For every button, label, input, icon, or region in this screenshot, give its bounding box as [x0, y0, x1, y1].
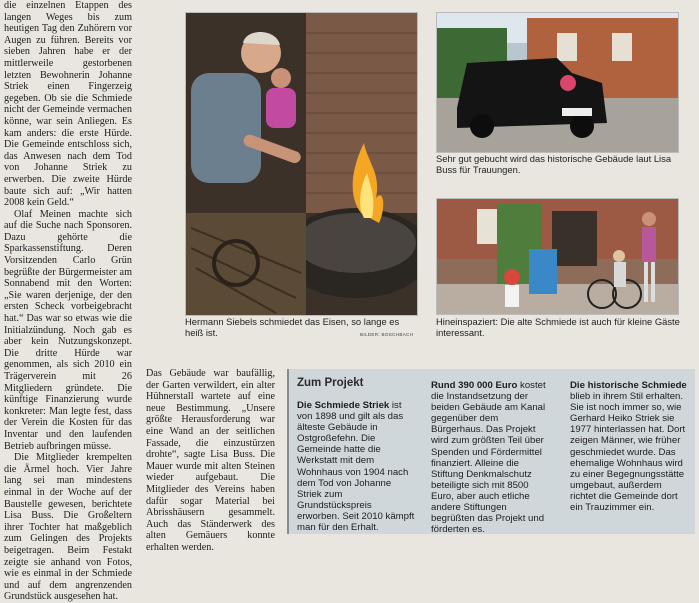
caption-children: Hineinspaziert: Die alte Schmiede ist auch für kleine Gäste interessant.	[436, 316, 680, 338]
box-c2-text: kostet die Instandsetzung der beiden Gebäude am Kanal gegenüber dem Bürgerhaus. Das Projekt wird zum größten Teil über Spenden und Fördermittel finanziert. Alleine die Stiftung Denkmalschutz beteiligte sich mit 8500 Euro, aber auch etliche andere Stiftungen begrüßten das Projekt und förderten es.	[431, 380, 546, 536]
box-c1-lead: Die Schmiede Striek	[297, 400, 390, 411]
caption-wedding-car: Sehr gut gebucht wird das historische Gebäude laut Lisa Buss für Trauungen.	[436, 153, 672, 175]
blacksmith-illustration	[186, 13, 417, 315]
photo-children	[436, 198, 679, 315]
photo-blacksmith	[185, 12, 418, 316]
info-box-column-1	[297, 400, 415, 533]
caption-blacksmith: Hermann Siebels schmiedet das Eisen, so lange es heiß ist.	[185, 316, 400, 338]
info-box-title: Zum Projekt	[297, 377, 364, 389]
photo-credit: BILDER: BOSCHBACH	[360, 332, 414, 337]
children-illustration	[437, 199, 678, 314]
col1-paragraph-2: Olaf Meinen machte sich auf die Suche nach Sponsoren. Dazu gehörte die Sparkassenstiftung. Deren Vorsitzenden Carlo Grün begrüßte der Bürgermeister am Sonnabend mit den Worten: „Sie waren derjenige, der den ersten Scheck vorbeigebracht hat.“ Das war so etwas wie die Initialzündung. Noch gab es aber kein Nutzungskonzept. Die dritte Hürde war genommen, als sich 2010 ein Trägerverein mit 26 Mitgliedern gründete. Die künftige Finanzierung wurde konkreter: Man legte fest, dass der Verein die Kosten für das Inventar und den laufenden Betrieb aufbringen müsse.	[4, 208, 132, 452]
box-c3-text: blieb in ihrem Stil erhalten. Sie ist noch immer so, wie Gerhard Heiko Striek sie 1977 hinterlassen hat. Dort zeigen Männer, wie früher geschmiedet wurde. Das ehemalige Wohnhaus wird zu einer Begegnungsstätte umgebaut, außerdem richtet die Gemeinde dort ein Trauzimmer ein.	[570, 391, 686, 514]
info-box-column-2	[431, 380, 551, 535]
box-c3-lead: Die historische Schmiede	[570, 380, 687, 391]
col1-paragraph-3: Die Mitglieder krempelten die Ärmel hoch. Vier Jahre lang sei man mindestens einmal in der Woche auf der Baustelle gewesen, berichtete Lisa Buss. Die Großeltern ihrer Tochter hat maßgeblich zum Gelingen des Projekts beigetragen. Beim Festakt zeigte sie anhand von Fotos, wie es einmal in der Schmiede und auf dem angrenzenden Grundstück ausgesehen hat.	[4, 452, 132, 603]
col1-paragraph-1: die einzelnen Etappen des langen Weges bis zum heutigen Tag den Zuhörern vor Augen zu führen. Bereits vor sieben Jahren habe er der mittlerweile gestorbenen letzten Bewohnerin Johanne Striek einen Fingerzeig gegeben. Ob sie die Schmiede nicht der Gemeinde vermachen könne, war sein Anliegen. Es kam anders: die erste Hürde. Die Gemeinde entschloss sich, das Anwesen nach dem Tod von Johanne Striek zu erwerben. Die zweite Hürde baute sich auf: „Wir hatten 2008 kein Geld.“	[4, 0, 132, 209]
article-column-1	[4, 0, 132, 603]
article-column-2	[146, 368, 275, 554]
box-c2-lead: Rund 390 000 Euro	[431, 380, 518, 391]
car-illustration	[437, 13, 678, 152]
info-box-project	[287, 369, 695, 534]
info-box-column-3	[570, 380, 688, 513]
col2-paragraph-1: Das Gebäude war baufällig, der Garten verwildert, ein alter Hühnerstall wartete auf eine neue Bestimmung. „Unsere größte Herausforderung war eine Wand an der seitlichen Fassade, die einzustürzen drohte“, sagte Lisa Buss. Die Mauer wurde mit alten Steinen wieder aufgebaut. Die Mitglieder des Vereins haben dafür sogar Material bei Abrisshäusern gesammelt. Auch das Ständerwerk des alten Gemäuers konnte erhalten werden.	[146, 368, 275, 553]
photo-wedding-car	[436, 12, 679, 153]
box-c1-text: ist von 1898 und gilt als das älteste Gebäude in Ostgroßefehn. Die Gemeinde hatte die Werkstatt mit dem Wohnhaus von 1904 nach dem Tod von Johanne Striek zum Grundstückspreis erworben. Seit 2010 kämpft man für den Erhalt.	[297, 400, 415, 534]
